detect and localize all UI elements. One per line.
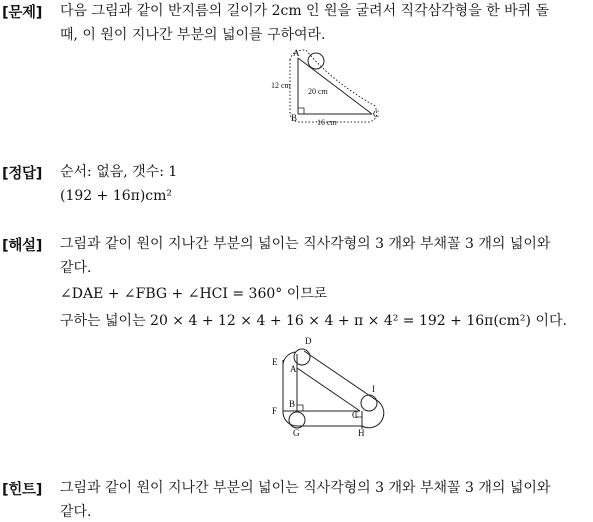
explanation-point-a: A <box>290 364 297 374</box>
explanation-point-f: F <box>272 406 278 416</box>
explanation-angle-sum: ∠DAE + ∠FBG + ∠HCI = 360° 이므로 <box>60 286 328 302</box>
explanation-label: [해설] <box>2 238 43 254</box>
explanation-line-1: 그림과 같이 원이 지나간 부분의 넓이는 직사각형의 3 개와 부채꼴 3 개의 넓이와 <box>60 236 551 252</box>
problem-vertex-b: B <box>291 113 298 123</box>
answer-label: [정답] <box>2 166 43 182</box>
problem-text-line-2: 때, 이 원이 지나간 부분의 넓이를 구하여라. <box>60 27 326 43</box>
explanation-point-h: H <box>358 428 365 438</box>
explanation-point-g: G <box>293 428 300 438</box>
explanation-point-i: I <box>372 384 375 394</box>
explanation-point-c: C <box>352 410 359 420</box>
explanation-line-2: 같다. <box>60 260 92 276</box>
problem-text-line-1: 다음 그림과 같이 반지름의 길이가 2cm 인 원을 굴려서 직각삼각형을 한 바퀴 돌 <box>60 3 550 19</box>
problem-side-bc-label: 16 cm <box>317 118 337 127</box>
hint-line-2: 같다. <box>60 504 92 520</box>
problem-triangle-figure <box>0 0 593 135</box>
answer-order-count: 순서: 없음, 갯수: 1 <box>60 164 178 180</box>
problem-vertex-a: A <box>293 48 300 58</box>
explanation-point-d: D <box>305 336 312 346</box>
problem-label: [문제] <box>2 5 43 21</box>
problem-side-ab-label: 12 cm <box>271 81 291 90</box>
problem-side-ac-label: 20 cm <box>308 87 328 96</box>
answer-value: (192 + 16π)cm² <box>60 188 173 204</box>
explanation-point-e: E <box>272 357 278 367</box>
hint-line-1: 그림과 같이 원이 지나간 부분의 넓이는 직사각형의 3 개와 부채꼴 3 개의 넓이와 <box>60 480 551 496</box>
problem-vertex-c: C <box>373 109 380 119</box>
explanation-figure <box>0 334 593 444</box>
hint-label: [힌트] <box>2 482 43 498</box>
explanation-point-b: B <box>289 399 296 409</box>
explanation-area-formula: 구하는 넓이는 20 × 4 + 12 × 4 + 16 × 4 + π × 4² = 192 + 16π(cm²) 이다. <box>60 313 567 329</box>
